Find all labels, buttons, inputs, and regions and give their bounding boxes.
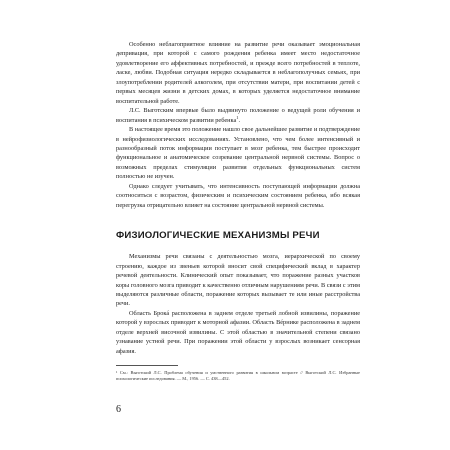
footnote-marker-suffix: . xyxy=(238,116,241,124)
footnote: ¹ См.: Выготский Л.С. Проблема обучения и умственного развития в школьном возрасте // Выготский Л.С. Избранные психологические исследования. — М., 1956. — С. 438—452. xyxy=(116,370,360,382)
paragraph-neurophysiology: В настоящее время это положение нашло свое дальнейшее развитие и подтверждение в нейрофизиологических исследованиях. Установлено, что чем более интенсивный и разнообразный поток информации поступает в мозг ребенка, тем быстрее происходит функциональное и анатомическое созревание центральной нервной системы. Вопрос о возможных пределах стимуляции развития отдельных функциональных систем полностью не изучен. xyxy=(116,126,360,181)
body-text xyxy=(116,40,360,382)
paragraph-speech-mechanisms: Механизмы речи связаны с деятельностью мозга, иерархической по своему строению, каждое из звеньев которой вносит свой специфический вклад в характер речевой деятельности. Клинический опыт показывает, что поражение разных участков коры головного мозга приводит к качественно отличным нарушениям речи. В связи с этим выделяются различные области, поражение которых вызывает те или иные расстройства речи. xyxy=(116,253,360,308)
section-heading: ФИЗИОЛОГИЧЕСКИЕ МЕХАНИЗМЫ РЕЧИ xyxy=(116,230,320,242)
paragraph-vygotsky-text: Л.С. Выготским впервые было выдвинуто положение о ведущей роли обучения и воспитания в психическом развитии ребенка xyxy=(116,107,360,124)
paragraph-broca-wernicke: Область Брокá расположена в заднем отделе третьей лобной извилины, поражение которой у взрослых приводит к моторной афазии. Область Вéрнике расположена в заднем отделе верхней височной извилины. С этой областью в значительной степени связано узнавание устной речи. При поражении этой области у взрослых возникает сенсорная афазия. xyxy=(116,309,360,355)
paragraph-information-load: Однако следует учитывать, что интенсивность поступающей информации должна соотноситься с возрастом, физическим и психическим состоянием ребенка, ибо всякая перегрузка отрицательно влияет на состояние центральной нервной системы. xyxy=(116,182,360,209)
footnote-divider xyxy=(116,365,178,366)
footnote-marker: 1 xyxy=(236,114,239,120)
paragraph-vygotsky xyxy=(116,106,360,125)
page-number: 6 xyxy=(116,404,121,415)
paragraph-emotional-deprivation: Особенно неблагоприятное влияние на развитие речи оказывает эмоциональная депривация, при которой с самого рождения ребенка имеет место недостаточное удовлетворение его аффективных потребностей, и прежде всего потребностей в теплоте, ласке, любви. Подобная ситуация нередко складывается в неблагополучных семьях, при злоупотреблении родителей алкоголем, при отсутствии матери, при воспитании детей с первых месяцев жизни в детских домах, в которых уделяется недостаточное внимание воспитательной работе. xyxy=(116,41,360,105)
